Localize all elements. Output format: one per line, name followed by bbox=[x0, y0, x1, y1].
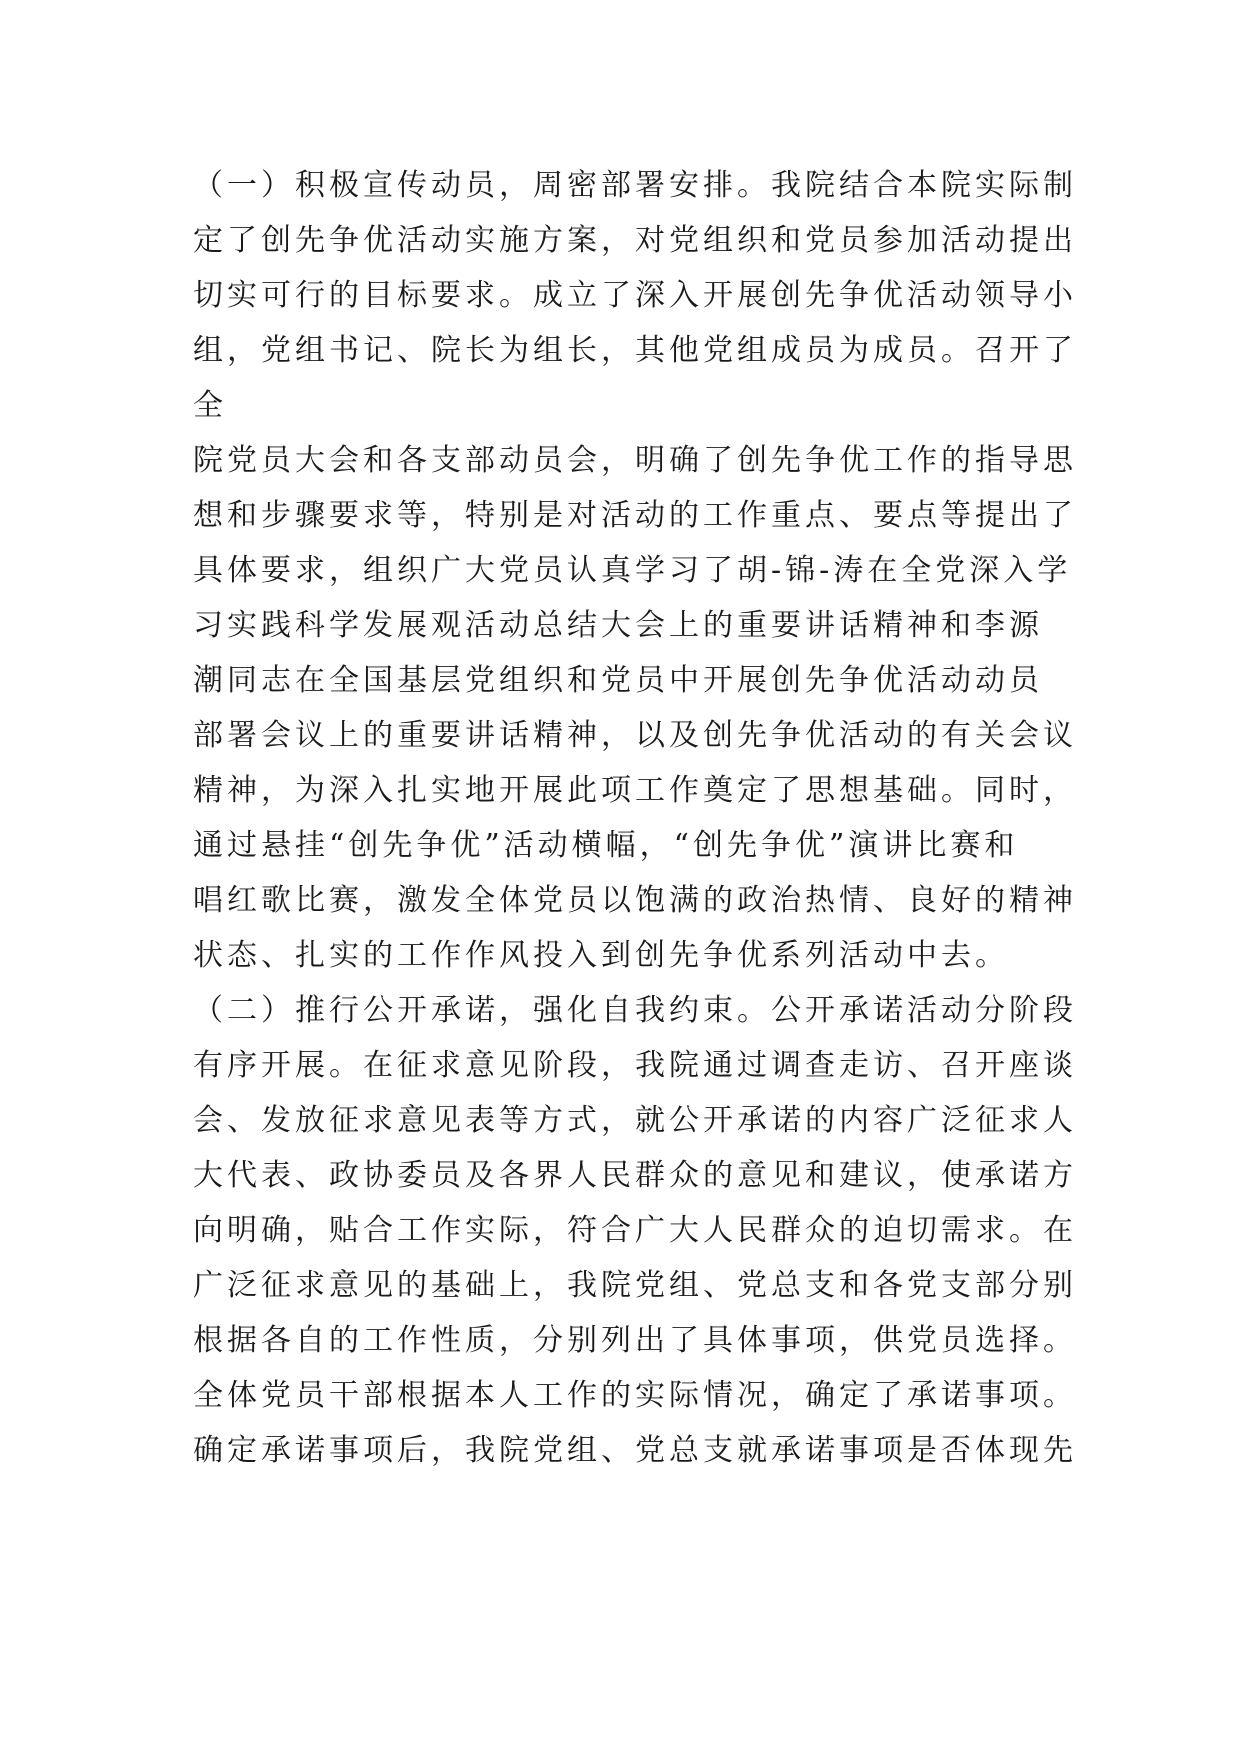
text-line: 组，党组书记、院长为组长，其他党组成员为成员。召开了 bbox=[193, 333, 1077, 368]
text-line: 全体党员干部根据本人工作的实际情况，确定了承诺事项。 bbox=[193, 1378, 1077, 1413]
text-line: 唱红歌比赛，激发全体党员以饱满的政治热情、良好的精神 bbox=[193, 883, 1077, 918]
text-line: 会、发放征求意见表等方式，就公开承诺的内容广泛征求人 bbox=[193, 1103, 1077, 1138]
text-line: 切实可行的目标要求。成立了深入开展创先争优活动领导小 bbox=[193, 278, 1077, 313]
text-line: 大代表、政协委员及各界人民群众的意见和建议，使承诺方 bbox=[193, 1158, 1077, 1193]
text-line: 根据各自的工作性质，分别列出了具体事项，供党员选择。 bbox=[193, 1323, 1077, 1358]
text-line: 潮同志在全国基层党组织和党员中开展创先争优活动动员 bbox=[193, 663, 1043, 698]
text-line: 定了创先争优活动实施方案，对党组织和党员参加活动提出 bbox=[193, 223, 1077, 258]
text-line: 部署会议上的重要讲话精神，以及创先争优活动的有关会议 bbox=[193, 718, 1077, 753]
body-text bbox=[193, 158, 1093, 1478]
text-line: （一）积极宣传动员，周密部署安排。我院结合本院实际制 bbox=[193, 168, 1077, 203]
text-line: 通过悬挂“创先争优”活动横幅，“创先争优”演讲比赛和 bbox=[193, 828, 1019, 863]
text-line: 广泛征求意见的基础上，我院党组、党总支和各党支部分别 bbox=[193, 1268, 1077, 1303]
text-line: 有序开展。在征求意见阶段，我院通过调查走访、召开座谈 bbox=[193, 1048, 1077, 1083]
text-line: 确定承诺事项后，我院党组、党总支就承诺事项是否体现先 bbox=[193, 1433, 1077, 1468]
text-line: 精神，为深入扎实地开展此项工作奠定了思想基础。同时， bbox=[193, 773, 1077, 808]
text-line: 向明确，贴合工作实际，符合广大人民群众的迫切需求。在 bbox=[193, 1213, 1077, 1248]
text-line: 全 bbox=[193, 388, 227, 423]
text-line: （二）推行公开承诺，强化自我约束。公开承诺活动分阶段 bbox=[193, 993, 1077, 1028]
text-line: 院党员大会和各支部动员会，明确了创先争优工作的指导思 bbox=[193, 443, 1077, 478]
text-line: 状态、扎实的工作作风投入到创先争优系列活动中去。 bbox=[193, 938, 1009, 973]
text-line: 想和步骤要求等，特别是对活动的工作重点、要点等提出了 bbox=[193, 498, 1077, 533]
text-line: 习实践科学发展观活动总结大会上的重要讲话精神和李源 bbox=[193, 608, 1043, 643]
text-line: 具体要求，组织广大党员认真学习了胡-锦-涛在全党深入学 bbox=[193, 553, 1072, 588]
